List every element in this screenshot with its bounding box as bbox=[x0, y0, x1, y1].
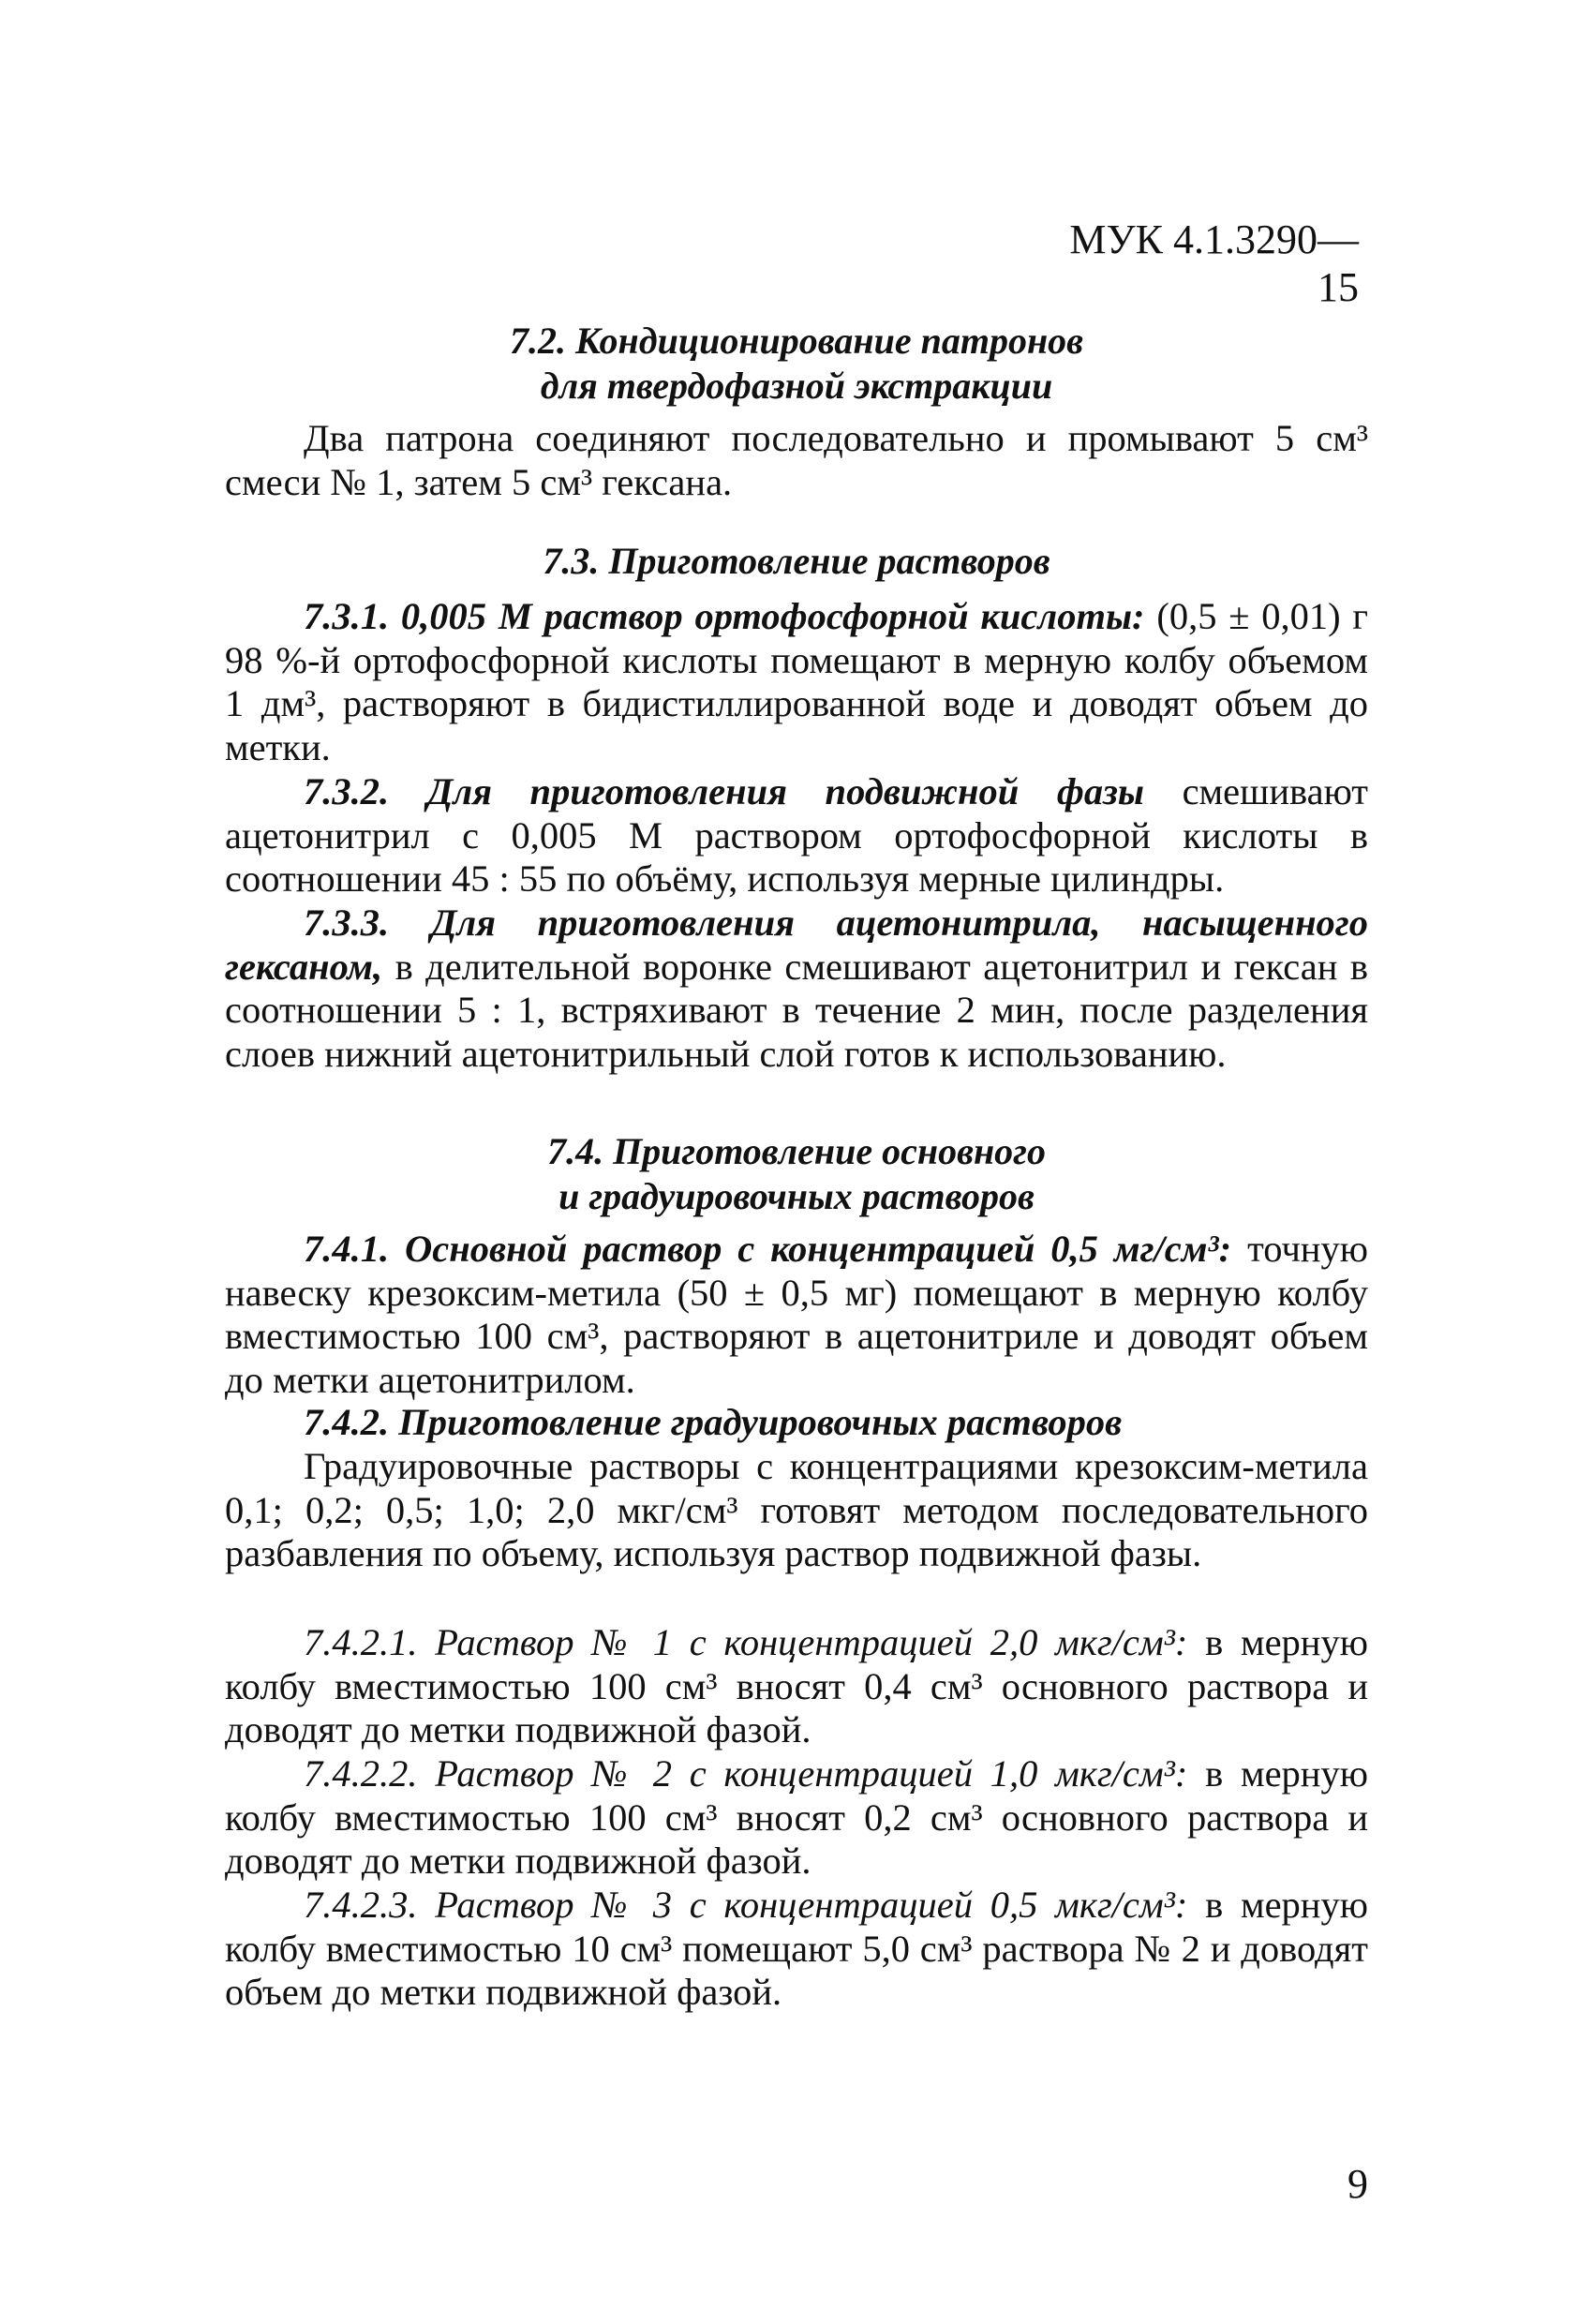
paragraph-7-3-2-text: смешивают ацетонитрил с 0,005 М раствором ортофосфорной кислоты в соотношении 45 : 55 по объёму, используя мерные цилиндры. bbox=[225, 770, 1368, 900]
paragraph-7-4-2-3-lead: 7.4.2.3. Раствор № 3 с концентрацией 0,5 мкг/см³: bbox=[304, 1884, 1188, 1926]
paragraph-7-4-1-text: точную навеску крезоксим-метила (50 ± 0,5 мг) помещают в мерную колбу вместимостью 100 см³, растворяют в ацетонитриле и доводят объем до метки ацетонитрилом. bbox=[225, 1228, 1368, 1401]
paragraph-7-4-2-text: Градуировочные растворы с концентрациями крезоксим-метила 0,1; 0,2; 0,5; 1,0; 2,0 мкг/см³ готовят методом последовательного разбавления по объему, используя раствор подвижной фазы. bbox=[225, 1445, 1368, 1574]
paragraph-7-3-2 bbox=[225, 770, 1368, 901]
section-7-4-heading bbox=[225, 1129, 1368, 1219]
paragraph-7-4-2-1 bbox=[225, 1621, 1368, 1752]
section-7-3-heading: 7.3. Приготовление растворов bbox=[543, 540, 1050, 582]
section-7-2-text: Два патрона соединяют последовательно и промывают 5 см³ смеси № 1, затем 5 см³ гексана. bbox=[225, 417, 1368, 503]
section-7-4-title-line2: и градуировочных растворов bbox=[558, 1175, 1035, 1217]
paragraph-7-4-2-3-text: в мерную колбу вместимостью 10 см³ помещают 5,0 см³ раствора № 2 и доводят объем до метки подвижной фазой. bbox=[225, 1884, 1368, 2013]
section-7-2-title-line1: 7.2. Кондиционирование патронов bbox=[509, 320, 1084, 362]
page-number: 9 bbox=[1347, 2161, 1368, 2207]
paragraph-7-3-3-text: в делительной воронке смешивают ацетонитрил и гексан в соотношении 5 : 1, встряхивают в течение 2 мин, после разделения слоев нижний ацетонитрильный слой готов к использованию. bbox=[225, 945, 1368, 1075]
paragraph-7-4-2-3 bbox=[225, 1884, 1368, 2015]
section-7-2-heading bbox=[225, 319, 1368, 409]
paragraph-7-4-2-title bbox=[225, 1401, 1368, 1445]
paragraph-7-3-3 bbox=[225, 901, 1368, 1076]
document-code: МУК 4.1.3290—15 bbox=[1069, 216, 1359, 310]
paragraph-7-4-2-1-text: в мерную колбу вместимостью 100 см³ вносят 0,4 см³ основного раствора и доводят до метки подвижной фазой. bbox=[225, 1621, 1368, 1750]
paragraph-7-4-1-lead: 7.4.1. Основной раствор с концентрацией 0,5 мг/см³: bbox=[304, 1228, 1232, 1270]
paragraph-7-4-2-2-lead: 7.4.2.2. Раствор № 2 с концентрацией 1,0 мкг/см³: bbox=[304, 1752, 1188, 1795]
paragraph-7-3-3-lead: 7.3.3. Для приготовления ацетонитрила, насыщенного гексаном, bbox=[225, 901, 1368, 988]
paragraph-7-4-2-2-text: в мерную колбу вместимостью 100 см³ вносят 0,2 см³ основного раствора и доводят до метки подвижной фазой. bbox=[225, 1752, 1368, 1882]
paragraph-7-4-2-title-text: 7.4.2. Приготовление градуировочных растворов bbox=[304, 1401, 1123, 1443]
paragraph-7-4-2-2 bbox=[225, 1752, 1368, 1884]
paragraph-7-4-1 bbox=[225, 1228, 1368, 1402]
paragraph-7-4-2-1-lead: 7.4.2.1. Раствор № 1 с концентрацией 2,0 мкг/см³: bbox=[304, 1621, 1188, 1663]
section-7-2-title-line2: для твердофазной экстракции bbox=[540, 365, 1053, 407]
paragraph-7-3-1 bbox=[225, 595, 1368, 769]
section-7-4-title-line1: 7.4. Приготовление основного bbox=[547, 1130, 1046, 1172]
paragraph-7-3-1-lead: 7.3.1. 0,005 М раствор ортофосфорной кислоты: bbox=[304, 595, 1145, 637]
paragraph-7-3-1-text: (0,5 ± 0,01) г 98 %-й ортофосфорной кислоты помещают в мерную колбу объемом 1 дм³, растворяют в бидистиллированной воде и доводят объем до метки. bbox=[225, 595, 1369, 768]
paragraph-7-3-2-lead: 7.3.2. Для приготовления подвижной фазы bbox=[304, 770, 1145, 812]
